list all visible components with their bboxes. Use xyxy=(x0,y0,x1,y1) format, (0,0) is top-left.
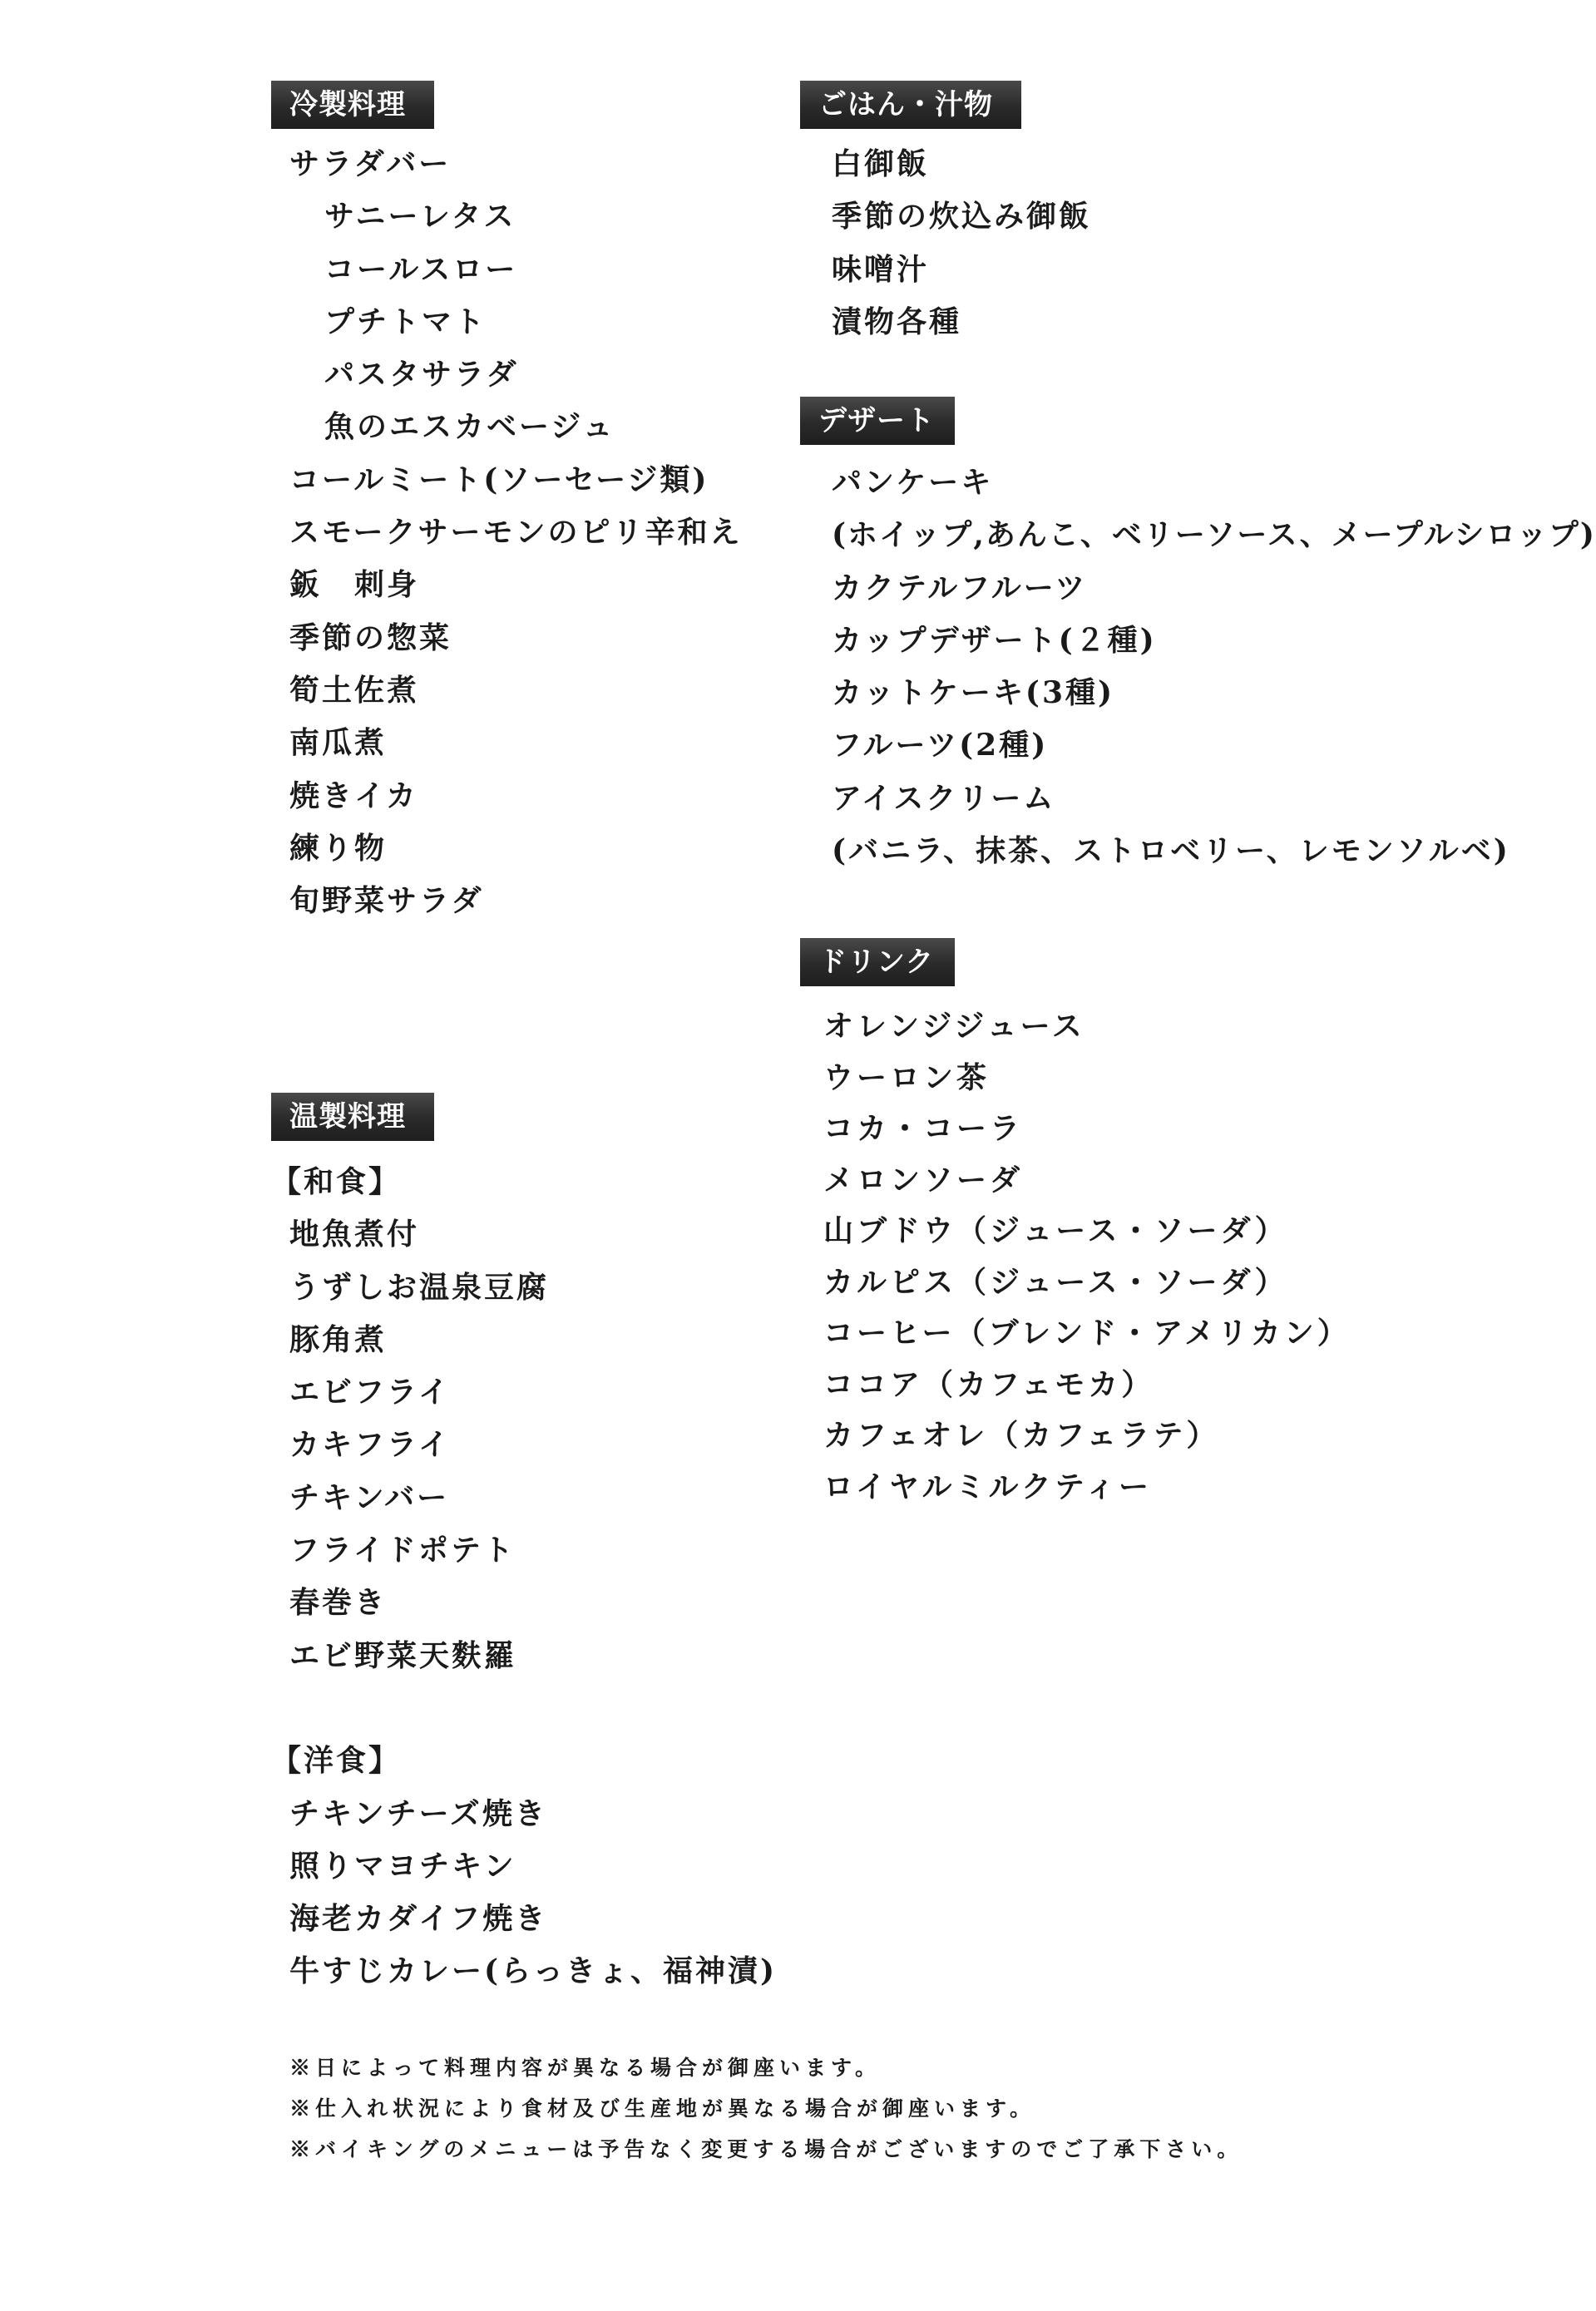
list-item: (ホイップ,あんこ、ベリーソース、メープルシロップ) xyxy=(832,517,1596,553)
list-item: パンケーキ xyxy=(832,465,994,500)
list-item: パスタサラダ xyxy=(324,357,519,393)
list-item: コーヒー（ブレンド・アメリカン） xyxy=(823,1316,1351,1351)
list-item: コカ・コーラ xyxy=(823,1111,1024,1146)
list-item: サラダバー xyxy=(289,146,452,181)
list-item: フライドポテト xyxy=(289,1533,516,1568)
list-item: コールスロー xyxy=(324,251,518,287)
list-item: 季節の炊込み御飯 xyxy=(832,199,1092,235)
list-item: 鈑 刺身 xyxy=(289,567,420,603)
list-item: エビフライ xyxy=(289,1375,451,1410)
list-item: 漬物各種 xyxy=(832,304,962,339)
cold-dishes-list xyxy=(289,138,743,927)
dessert-list xyxy=(832,457,1596,877)
list-item: 季節の惣菜 xyxy=(289,620,452,655)
list-item: 地魚煮付 xyxy=(289,1217,420,1252)
list-item: 豚角煮 xyxy=(289,1321,388,1357)
notes-list xyxy=(289,2047,1243,2170)
list-item: チキンバー xyxy=(289,1479,450,1515)
list-item: 海老カダイフ焼き xyxy=(289,1901,548,1937)
list-item: ロイヤルミルクティー xyxy=(823,1469,1152,1504)
note: ※バイキングのメニューは予告なく変更する場合がございますのでご了承下さい。 xyxy=(289,2137,1243,2161)
hot-dishes-list xyxy=(271,1156,777,1998)
list-item: 牛すじカレー(らっきょ、福神漬) xyxy=(289,1953,778,1989)
list-item: 旬野菜サラダ xyxy=(289,883,484,919)
japanese-subheading: 【和食】 xyxy=(271,1164,402,1199)
list-item: ココア（カフェモカ） xyxy=(823,1366,1155,1402)
list-item: サニーレタス xyxy=(324,199,516,235)
list-item: 焼きイカ xyxy=(289,778,418,813)
list-item: スモークサーモンのピリ辛和え xyxy=(289,515,743,551)
list-item: 魚のエスカベージュ xyxy=(324,409,615,445)
dessert-heading: デザート xyxy=(800,397,955,445)
list-item: 照りマヨチキン xyxy=(289,1848,516,1884)
note: ※日によって料理内容が異なる場合が御座います。 xyxy=(289,2056,882,2080)
list-item: (バニラ、抹茶、ストロベリー、レモンソルベ) xyxy=(832,833,1510,869)
list-item: アイスクリーム xyxy=(832,780,1056,816)
list-item: オレンジジュース xyxy=(823,1009,1085,1044)
list-item: カキフライ xyxy=(289,1427,451,1463)
list-item: カフェオレ（カフェラテ） xyxy=(823,1418,1220,1453)
list-item: 白御飯 xyxy=(832,146,930,181)
list-item: 練り物 xyxy=(289,830,388,866)
list-item: カップデザート(２種) xyxy=(832,622,1157,658)
spacer xyxy=(271,1682,777,1735)
hot-dishes-heading: 温製料理 xyxy=(271,1093,434,1141)
western-subheading: 【洋食】 xyxy=(271,1743,402,1779)
list-item: エビ野菜天麩羅 xyxy=(289,1637,517,1673)
list-item: メロンソーダ xyxy=(823,1162,1024,1197)
drinks-list xyxy=(823,1001,1351,1513)
list-item: フルーツ(2種) xyxy=(832,728,1049,763)
note: ※仕入れ状況により食材及び生産地が異なる場合が御座います。 xyxy=(289,2096,1036,2121)
list-item: 味噌汁 xyxy=(832,251,930,287)
list-item: チキンチーズ焼き xyxy=(289,1795,547,1831)
list-item: カットケーキ(3種) xyxy=(832,675,1115,711)
list-item: 山ブドウ（ジュース・ソーダ） xyxy=(823,1213,1288,1248)
list-item: 筍土佐煮 xyxy=(289,672,420,708)
list-item: カルピス（ジュース・ソーダ） xyxy=(823,1264,1288,1300)
list-item: コールミート(ソーセージ類) xyxy=(289,462,709,497)
rice-soup-list xyxy=(832,138,1091,348)
list-item: ウーロン茶 xyxy=(823,1059,991,1095)
list-item: プチトマト xyxy=(324,304,487,339)
list-item: 春巻き xyxy=(289,1585,388,1621)
rice-soup-heading: ごはん・汁物 xyxy=(800,81,1021,129)
list-item: カクテルフルーツ xyxy=(832,570,1088,605)
list-item: うずしお温泉豆腐 xyxy=(289,1269,550,1305)
drinks-heading: ドリンク xyxy=(800,938,955,986)
list-item: 南瓜煮 xyxy=(289,725,388,761)
cold-dishes-heading: 冷製料理 xyxy=(271,81,434,129)
